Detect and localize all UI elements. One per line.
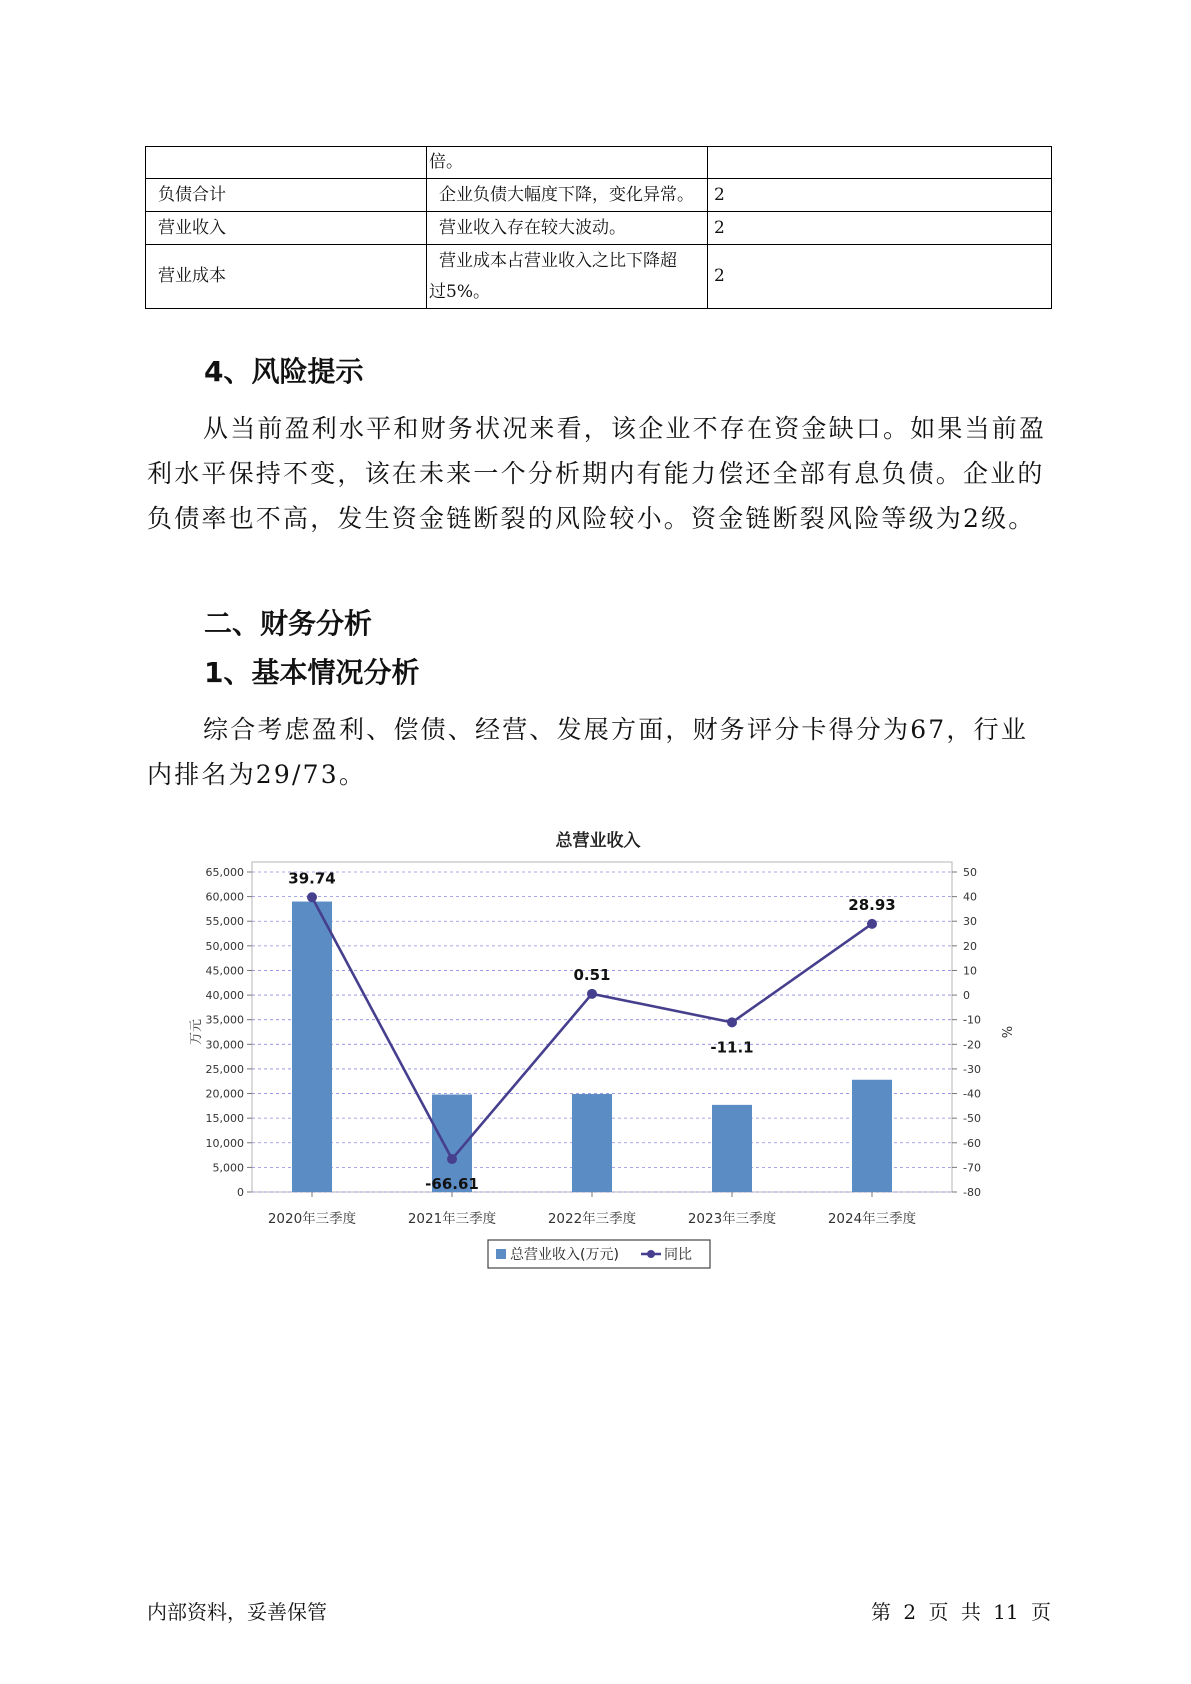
data-label: -66.61 bbox=[425, 1175, 479, 1194]
y2-tick-label: 10 bbox=[963, 964, 977, 978]
y2-tick-label: -40 bbox=[963, 1087, 981, 1101]
yoy-point bbox=[587, 989, 597, 999]
table-cell-level: 2 bbox=[708, 245, 1052, 309]
footer-confidential: 内部资料，妥善保管 bbox=[147, 1600, 327, 1624]
data-label: 0.51 bbox=[573, 965, 611, 984]
page-number: 第 2 页 共 11 页 bbox=[871, 1600, 1051, 1624]
table-cell-level: 2 bbox=[708, 179, 1052, 212]
table-cell-desc bbox=[427, 245, 708, 309]
x-tick-label: 2021年三季度 bbox=[407, 1211, 497, 1227]
table-row bbox=[146, 179, 1052, 212]
table-cell-item: 营业收入 bbox=[146, 212, 427, 245]
legend-line-label: 同比 bbox=[664, 1247, 692, 1263]
y2-tick-label: -60 bbox=[963, 1136, 981, 1150]
x-tick-label: 2022年三季度 bbox=[547, 1211, 637, 1227]
table-cell-desc bbox=[427, 179, 708, 212]
y2-tick-label: -80 bbox=[963, 1186, 981, 1199]
legend-line-marker bbox=[647, 1250, 655, 1258]
y-tick-label: 45,000 bbox=[205, 964, 244, 978]
y-tick-label: 15,000 bbox=[205, 1112, 244, 1126]
yoy-point bbox=[447, 1154, 457, 1164]
x-tick-label: 2023年三季度 bbox=[687, 1211, 777, 1227]
table-row bbox=[146, 212, 1052, 245]
y-tick-label: 60,000 bbox=[205, 890, 244, 904]
basic-heading: 1、基本情况分析 bbox=[204, 656, 420, 689]
yoy-point bbox=[727, 1017, 737, 1027]
x-tick-label: 2020年三季度 bbox=[267, 1211, 357, 1227]
table-row bbox=[146, 147, 1052, 179]
y-tick-label: 20,000 bbox=[205, 1087, 244, 1101]
revenue-chart bbox=[180, 820, 1013, 1280]
bar bbox=[852, 1080, 892, 1192]
table-cell-item: 营业成本 bbox=[146, 245, 427, 309]
table-cell-desc bbox=[427, 212, 708, 245]
y2-tick-label: 0 bbox=[963, 989, 970, 1003]
basic-paragraph: 综合考虑盈利、偿债、经营、发展方面，财务评分卡得分为67，行业内排名为29/73。 bbox=[147, 715, 1029, 789]
table-cell-desc-text: 企业负债大幅度下降，变化异常。 bbox=[439, 184, 694, 205]
table-cell-level bbox=[708, 147, 1052, 179]
y-tick-label: 0 bbox=[237, 1186, 244, 1199]
y-tick-label: 10,000 bbox=[205, 1136, 244, 1150]
y-tick-label: 55,000 bbox=[205, 915, 244, 929]
risk-paragraph: 从当前盈利水平和财务状况来看，该企业不存在资金缺口。如果当前盈利水平保持不变，该在未来一个分析期内有能力偿还全部有息负债。企业的负债率也不高，发生资金链断裂的风险较小。资金链断裂风险等级为2级。 bbox=[147, 414, 1047, 533]
y2-tick-label: -70 bbox=[963, 1161, 981, 1175]
y-tick-label: 40,000 bbox=[205, 989, 244, 1003]
y2-axis-label: % bbox=[998, 1025, 1013, 1039]
y2-tick-label: 30 bbox=[963, 915, 977, 929]
bar bbox=[712, 1105, 752, 1192]
y2-tick-label: -30 bbox=[963, 1062, 981, 1076]
y2-tick-label: -10 bbox=[963, 1013, 981, 1027]
y2-tick-label: -20 bbox=[963, 1038, 981, 1052]
y-tick-label: 25,000 bbox=[205, 1062, 244, 1076]
data-label: -11.1 bbox=[710, 1038, 754, 1057]
y-tick-label: 30,000 bbox=[205, 1038, 244, 1052]
risk-heading: 4、风险提示 bbox=[204, 355, 364, 388]
chart-title: 总营业收入 bbox=[555, 831, 641, 851]
table-cell-desc: 倍。 bbox=[427, 147, 708, 179]
table-cell-item bbox=[146, 147, 427, 179]
y2-tick-label: 40 bbox=[963, 890, 977, 904]
table-cell-desc-line1: 营业成本占营业收入之比下降超 bbox=[439, 250, 677, 271]
y-tick-label: 5,000 bbox=[212, 1161, 244, 1175]
data-label: 39.74 bbox=[288, 869, 336, 888]
yoy-point bbox=[867, 919, 877, 929]
y-tick-label: 35,000 bbox=[205, 1013, 244, 1027]
bar bbox=[292, 902, 332, 1192]
table-cell-desc-line2: 过5%。 bbox=[429, 281, 490, 302]
table-cell-item: 负债合计 bbox=[146, 179, 427, 212]
risk-table bbox=[145, 146, 1052, 309]
y2-tick-label: 20 bbox=[963, 939, 977, 953]
x-tick-label: 2024年三季度 bbox=[827, 1211, 917, 1227]
y-axis-label: 万元 bbox=[189, 1018, 204, 1046]
table-cell-level: 2 bbox=[708, 212, 1052, 245]
yoy-point bbox=[307, 892, 317, 902]
y-tick-label: 50,000 bbox=[205, 939, 244, 953]
y2-tick-label: -50 bbox=[963, 1112, 981, 1126]
y-tick-label: 65,000 bbox=[205, 866, 244, 879]
table-row bbox=[146, 245, 1052, 309]
y2-tick-label: 50 bbox=[963, 866, 977, 879]
legend-bar-label: 总营业收入(万元) bbox=[510, 1247, 619, 1263]
legend-bar-swatch bbox=[496, 1249, 506, 1259]
table-cell-desc-text: 营业收入存在较大波动。 bbox=[439, 217, 626, 238]
data-label: 28.93 bbox=[848, 895, 896, 914]
finance-heading: 二、财务分析 bbox=[204, 607, 373, 640]
bar bbox=[572, 1094, 612, 1192]
